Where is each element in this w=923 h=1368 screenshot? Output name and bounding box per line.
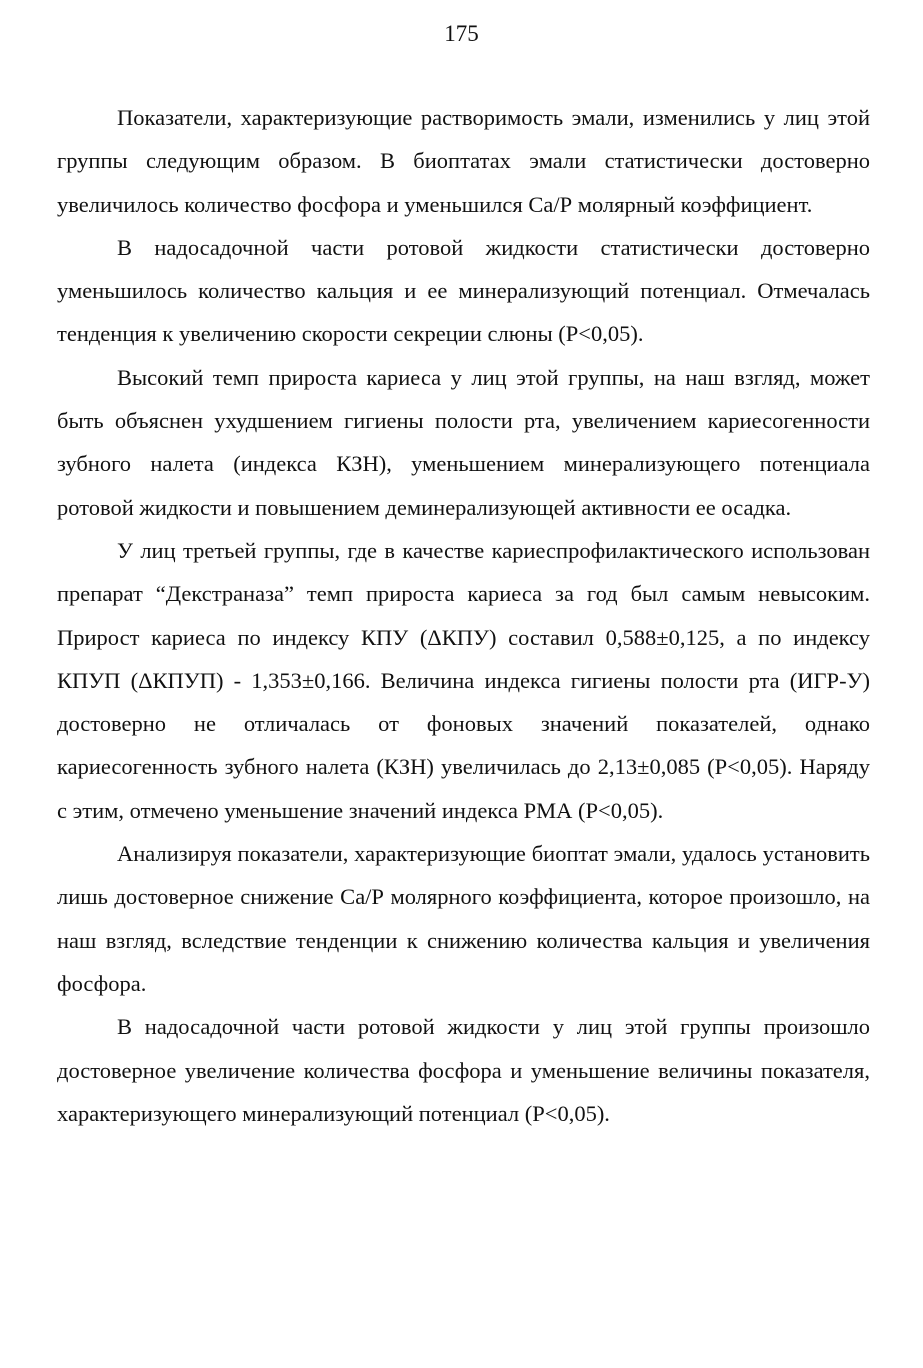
- paragraph-phosphorus-increase: В надосадочной части ротовой жидкости у лиц этой группы произошло достоверное увеличение количества фосфора и уменьшение величины показателя, характеризующего минерализующий потенциал (Р<0,05).: [57, 1014, 870, 1126]
- paragraph-caries-growth: Высокий темп прироста кариеса у лиц этой группы, на наш взгляд, может быть объяснен ухудшением гигиены полости рта, увеличением кариесогенности зубного налета (индекса КЗН), уменьшением минерализующего потенциала ротовой жидкости и повышением деминерализующей активности ее осадка.: [57, 364, 870, 520]
- paragraph-third-group: У лиц третьей группы, где в качестве кариеспрофилактического использован препарат “Декстраназа” темп прироста кариеса за год был самым невысоким. Прирост кариеса по индексу КПУ (ΔКПУ) составил 0,588±0,125, а по индексу КПУП (ΔКПУП) - 1,353±0,166. Величина индекса гигиены полости рта (ИГР-У) достоверно не отличалась от фоновых значений показателей, однако кариесогенность зубного налета (КЗН) увеличилась до 2,13±0,085 (Р<0,05). Наряду с этим, отмечено уменьшение значений индекса РМА (Р<0,05).: [57, 537, 870, 823]
- paragraph-oral-fluid-calcium: В надосадочной части ротовой жидкости статистически достоверно уменьшилось количество кальция и ее минерализующий потенциал. Отмечалась тенденция к увеличению скорости секреции слюны (Р<0,05).: [57, 234, 870, 347]
- document-body: [57, 96, 870, 1135]
- page-number: 175: [444, 21, 479, 46]
- paragraph-enamel-solubility: Показатели, характеризующие растворимость эмали, изменились у лиц этой группы следующим образом. В биоптатах эмали статистически достоверно увеличилось количество фосфора и уменьшился Са/Р молярный коэффициент.: [57, 105, 870, 217]
- paragraph-enamel-biopsy: Анализируя показатели, характеризующие биоптат эмали, удалось установить лишь достоверное снижение Са/Р молярного коэффициента, которое произошло, на наш взгляд, вследствие тенденции к снижению количества кальция и увеличения фосфора.: [57, 841, 870, 996]
